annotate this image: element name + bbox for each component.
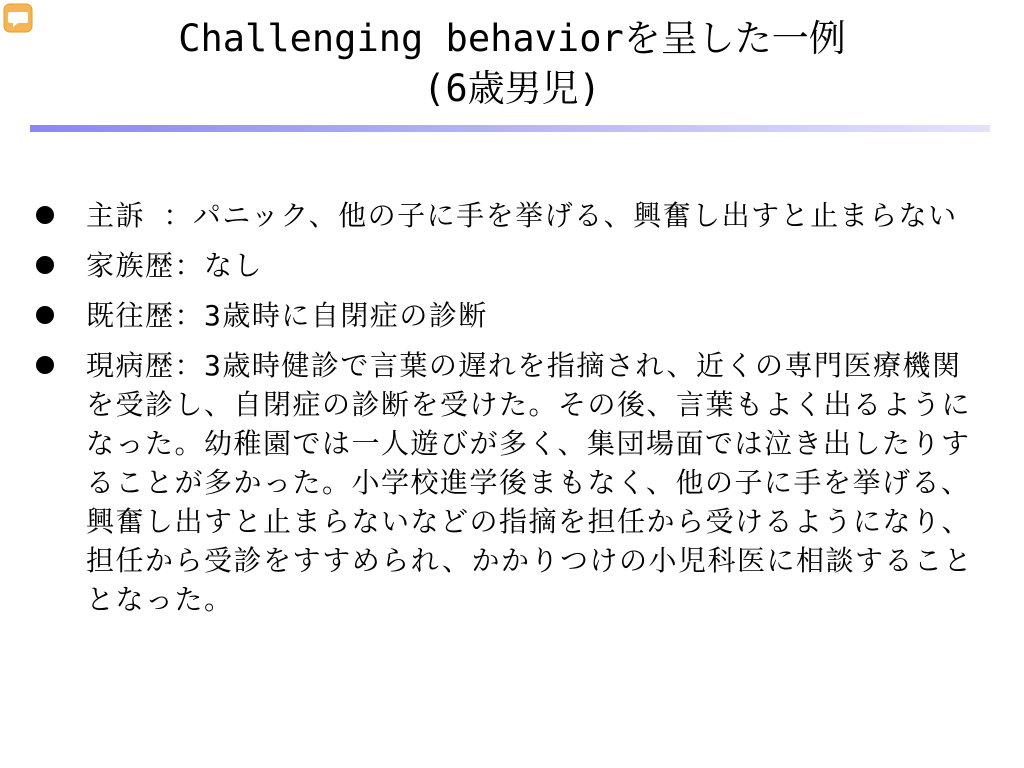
title-divider bbox=[30, 125, 990, 132]
bullet-dot-icon bbox=[36, 306, 54, 324]
bullet-dot-icon bbox=[36, 206, 54, 224]
bullet-text: 既往歴：3歳時に自閉症の診断 bbox=[86, 299, 488, 332]
slide-title bbox=[0, 14, 1024, 114]
bullet-list bbox=[36, 196, 986, 630]
bullet-item-past-history bbox=[36, 296, 986, 335]
bullet-text: 家族歴：なし bbox=[86, 249, 264, 282]
bullet-text: 主訴 ：パニック、他の子に手を挙げる、興奮し出すと止まらない bbox=[86, 199, 958, 232]
bullet-item-family-history bbox=[36, 246, 986, 285]
bullet-item-chief-complaint bbox=[36, 196, 986, 235]
bullet-item-present-illness bbox=[36, 346, 986, 619]
slide-title-line-2: (6歳男児) bbox=[423, 67, 601, 110]
bullet-dot-icon bbox=[36, 256, 54, 274]
slide-title-line-1: Challenging behaviorを呈した一例 bbox=[178, 17, 846, 60]
bullet-text: 現病歴：3歳時健診で言葉の遅れを指摘され、近くの専門医療機関を受診し、自閉症の診断を受けた。その後、言葉もよく出るようになった。幼稚園では一人遊びが多く、集団場面では泣き出したりすることが多かった。小学校進学後まもなく、他の子に手を挙げる、興奮し出すと止まらないなどの指摘を担任から受けるようになり、担任から受診をすすめられ、かかりつけの小児科医に相談することとなった。 bbox=[86, 349, 973, 616]
bullet-dot-icon bbox=[36, 356, 54, 374]
